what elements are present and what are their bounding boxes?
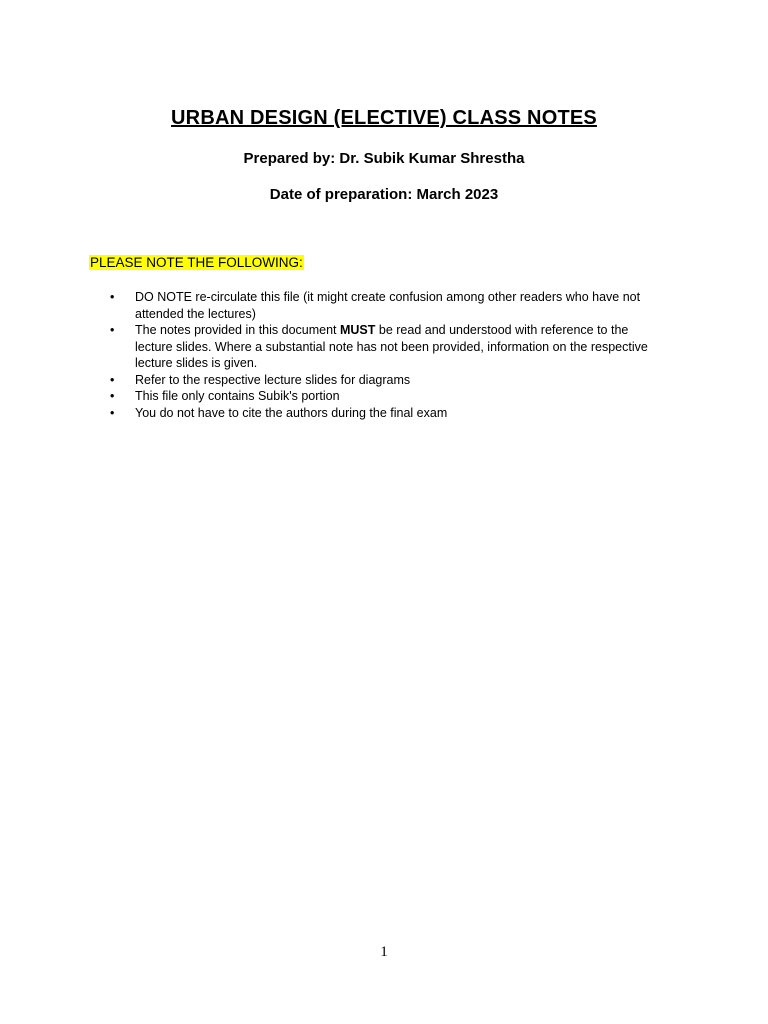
notice-heading bbox=[89, 255, 304, 270]
bullet-icon: • bbox=[110, 372, 115, 387]
list-item-text: This file only contains Subik's portion bbox=[135, 389, 340, 403]
highlighted-notice-text: PLEASE NOTE THE FOLLOWING: bbox=[90, 255, 303, 270]
list-item bbox=[109, 405, 669, 422]
date-line: Date of preparation: March 2023 bbox=[269, 186, 499, 203]
bullet-icon: • bbox=[110, 389, 115, 403]
list-item bbox=[109, 372, 669, 389]
list-item-text-start: The notes provided in this document bbox=[135, 323, 340, 337]
list-item-text: You do not have to cite the authors during the final exam bbox=[135, 405, 448, 420]
list-item bbox=[109, 388, 669, 405]
document-title: URBAN DESIGN (ELECTIVE) CLASS NOTES bbox=[171, 107, 597, 129]
list-item-text-end: be read and understood with reference to the lecture slides. Where a substantial note has not been provided, information on the respective lecture slides is given. bbox=[135, 323, 648, 370]
page-number: 1 bbox=[380, 944, 388, 960]
list-item-text: Refer to the respective lecture slides for diagrams bbox=[135, 372, 411, 387]
notes-list bbox=[109, 289, 669, 421]
list-item bbox=[109, 322, 669, 372]
list-item bbox=[109, 289, 669, 322]
bullet-icon: • bbox=[110, 405, 115, 420]
author-line: Prepared by: Dr. Subik Kumar Shrestha bbox=[243, 150, 525, 167]
list-item-text: DO NOTE re-circulate this file (it might create confusion among other readers who have not attended the lectures) bbox=[135, 290, 641, 321]
bullet-icon: • bbox=[110, 290, 115, 304]
bullet-icon: • bbox=[110, 323, 115, 337]
emphasis-text: MUST bbox=[339, 323, 376, 337]
